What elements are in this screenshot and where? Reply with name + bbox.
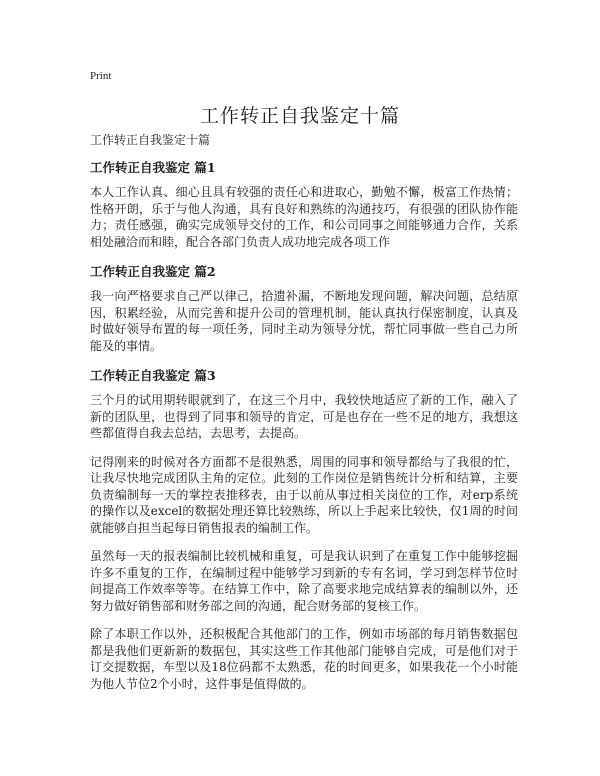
document-title: 工作转正自我鉴定十篇: [199, 105, 400, 127]
section-1-paragraph-1: 本人工作认真、细心且具有较强的责任心和进取心，勤勉不懈，极富工作热情；性格开朗，乐于与他人沟通，具有良好和熟练的沟通技巧，有很强的团队协作能力；责任感强，确实完成领导交付的工作，和公司同事之间能够通力合作，关系相处融洽而和睦，配合各部门负责人成功地完成各项工作: [90, 185, 518, 249]
section-3-paragraph-4: 除了本职工作以外，还积极配合其他部门的工作，例如市场部的每月销售数据包都是我他们更新新的数据包，其实这些工作其他部门能够自完成，可是他们对于订交提数据，车型以及18位码都不太熟悉，花的时间更多，如果我花一个小时能为他人节位2个小时，这件事是值得做的。: [90, 627, 518, 691]
section-heading-1: 工作转正自我鉴定 篇1: [90, 160, 216, 175]
section-3-paragraph-1: 三个月的试用期转眼就到了，在这三个月中，我较快地适应了新的工作，融入了新的团队里，也得到了同事和领导的肯定，可是也存在一些不足的地方，我想这些都值得自我去总结，去思考，去提高。: [90, 393, 518, 440]
document-subtitle: 工作转正自我鉴定十篇: [90, 133, 211, 147]
section-3-paragraph-2: 记得刚来的时候对各方面都不是很熟悉，周围的同事和领导都给与了我很的忙，让我尽快地完成团队主角的定位。此刻的工作岗位是销售统计分析和结算，主要负责编制每一天的掌控表推移表，由于以前从事过相关岗位的工作，对erp系统的操作以及excel的数据处理还算比较熟练，所以上手起来比较快，仅1周的时间就能够自担当起每日销售报表的编制工作。: [90, 454, 518, 535]
section-heading-2: 工作转正自我鉴定 篇2: [90, 264, 216, 279]
document-body: [90, 132, 518, 704]
section-2-paragraph-1: 我一向严格要求自己严以律己，拾遗补漏，不断地发现问题，解决问题，总结原因，积累经验，从而完善和提升公司的管理机制，能认真执行保密制度，认真及时做好领导布置的每一项任务，同时主动为领导分忧，帮忙同事做一些自己力所能及的事情。: [90, 289, 518, 353]
section-heading-3: 工作转正自我鉴定 篇3: [90, 368, 216, 383]
section-3-paragraph-3: 虽然每一天的报表编制比较机械和重复，可是我认识到了在重复工作中能够挖掘许多不重复的工作，在编制过程中能够学习到新的专有名词，学习到怎样节位时间提高工作效率等等。在结算工作中，除了高要求地完成结算表的编制以外，还努力做好销售部和财务部之间的沟通，配合财务部的复核工作。: [90, 549, 518, 613]
print-link[interactable]: Print: [90, 70, 112, 82]
